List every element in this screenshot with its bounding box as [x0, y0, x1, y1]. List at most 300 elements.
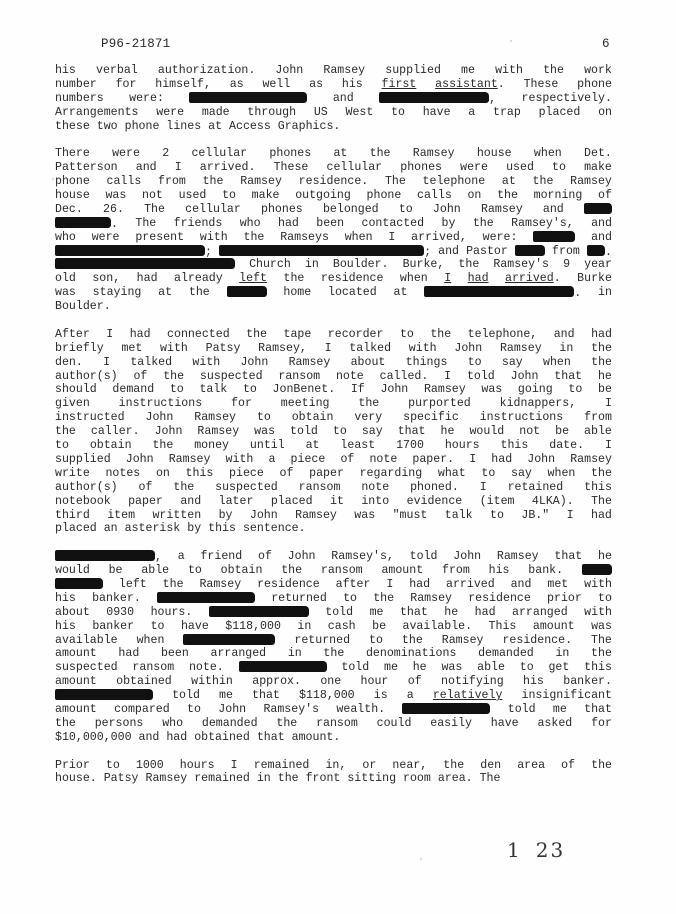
word: I — [324, 341, 332, 355]
word: write — [55, 466, 90, 480]
word: the — [358, 397, 380, 411]
word: Patterson — [55, 161, 118, 175]
word: two — [96, 119, 118, 133]
word: what — [437, 466, 466, 480]
word: at — [393, 286, 408, 300]
word: These — [523, 77, 559, 91]
text-line — [55, 634, 612, 648]
text-line — [55, 342, 612, 356]
text-line — [55, 189, 612, 203]
word: evidence — [406, 494, 463, 508]
word: year — [584, 258, 612, 272]
word: remained — [253, 758, 310, 772]
word: told — [507, 702, 536, 716]
word: talk — [444, 508, 473, 522]
word: himself, — [155, 77, 211, 91]
word: to — [467, 355, 482, 369]
text-line — [55, 106, 612, 120]
redaction-block — [587, 245, 605, 256]
word: phones — [261, 202, 303, 216]
text-line — [55, 425, 612, 439]
word: Ramsey's, — [511, 216, 574, 230]
word: ransom — [320, 564, 363, 578]
word: to — [552, 161, 566, 175]
word: Ramsey — [410, 591, 453, 605]
word: 26. — [103, 202, 124, 216]
word: I — [388, 230, 396, 244]
word: until — [249, 439, 285, 453]
word: 1700 — [396, 439, 424, 453]
word: I — [566, 508, 574, 522]
word — [582, 564, 612, 578]
word: phones — [269, 147, 312, 161]
word: is — [373, 689, 388, 703]
word: of — [133, 369, 148, 383]
word: Ramsey — [194, 411, 236, 425]
word: Ramsey — [168, 452, 211, 466]
text-line — [55, 620, 612, 634]
word: Ramsey — [480, 202, 523, 216]
word: trap — [493, 105, 521, 119]
word: told — [172, 689, 200, 703]
word: to — [332, 425, 347, 439]
word: Ramsey's — [263, 702, 320, 716]
word: ransom — [132, 661, 175, 675]
word: residence — [257, 577, 320, 591]
word: US — [313, 105, 328, 119]
word: who — [162, 716, 184, 730]
document-body — [55, 64, 612, 800]
word: by — [441, 216, 456, 230]
word: in, — [325, 758, 347, 772]
word: of — [597, 189, 612, 203]
word: when — [533, 147, 562, 161]
word: the — [243, 230, 265, 244]
bates-stamp-number: 23 — [535, 838, 566, 862]
redaction-block — [239, 661, 327, 672]
word: or — [362, 758, 377, 772]
word — [227, 286, 267, 300]
word: have — [490, 716, 519, 730]
word: he — [444, 605, 459, 619]
word: amount. — [291, 730, 341, 744]
word: that — [554, 550, 583, 564]
text-line — [55, 78, 612, 92]
word: area. — [437, 772, 473, 786]
redaction-block — [424, 286, 574, 297]
word: with — [584, 605, 612, 619]
word: with — [408, 341, 437, 355]
word: calls — [106, 175, 142, 189]
text-line — [55, 550, 612, 564]
word: notebook — [55, 494, 111, 508]
word: staying — [92, 286, 142, 300]
word: retained — [507, 480, 564, 494]
word: me — [219, 689, 233, 703]
word: cellular — [191, 147, 248, 161]
text-line — [55, 203, 612, 217]
word: say — [501, 355, 523, 369]
word: me — [384, 661, 398, 675]
word: "must — [392, 508, 428, 522]
word: Boulder. — [332, 258, 389, 272]
word: and — [138, 730, 160, 744]
word: obtained — [194, 730, 250, 744]
word: recorder — [327, 327, 384, 341]
word: John — [218, 702, 247, 716]
redaction-block — [209, 606, 309, 617]
word: be — [597, 383, 612, 397]
word: by — [218, 508, 233, 522]
word: 4LKA). — [531, 494, 574, 508]
word: amount — [532, 619, 575, 633]
word: could — [376, 716, 412, 730]
word: Ramsey — [295, 508, 337, 522]
word: from — [158, 175, 186, 189]
word: Boulder. — [55, 300, 111, 314]
word: this — [208, 522, 236, 536]
text-line — [55, 217, 612, 231]
word: this — [584, 661, 612, 675]
word: left — [118, 577, 147, 591]
word: in — [597, 286, 612, 300]
word: to — [343, 591, 357, 605]
word: hour — [360, 675, 389, 689]
word: this — [500, 439, 529, 453]
word: briefly — [55, 341, 104, 355]
word: cash — [327, 619, 356, 633]
word: for — [591, 716, 612, 730]
word — [209, 606, 309, 620]
word: There — [55, 147, 90, 161]
word: The — [384, 175, 406, 189]
word: in — [297, 619, 312, 633]
word: suspected — [199, 369, 263, 383]
word: when — [547, 466, 576, 480]
word: a — [468, 105, 476, 119]
word: to — [55, 439, 69, 453]
text-line — [55, 495, 612, 509]
word: make — [584, 161, 612, 175]
word: near, — [392, 758, 428, 772]
word: arrived. — [199, 161, 256, 175]
word: were: — [482, 230, 518, 244]
word: were — [156, 105, 185, 119]
word: and — [591, 216, 612, 230]
word: that — [256, 730, 285, 744]
word: told — [341, 661, 370, 675]
word: piece — [290, 452, 326, 466]
word: Patsy — [205, 341, 241, 355]
word: sitting — [347, 772, 397, 786]
text-line — [55, 175, 612, 189]
redaction-block — [219, 245, 424, 256]
text-line — [55, 92, 612, 106]
word: for — [115, 77, 137, 91]
word: phoned. — [410, 480, 459, 494]
word: date. — [549, 439, 585, 453]
word: have — [422, 105, 451, 119]
word: get — [548, 661, 570, 675]
word: to — [150, 619, 165, 633]
word: $118,000 — [298, 689, 355, 703]
bates-stamp — [507, 838, 565, 862]
word: on — [155, 466, 170, 480]
word: I — [230, 758, 238, 772]
word: had — [129, 327, 151, 341]
word: the — [591, 758, 612, 772]
redaction-block — [157, 592, 255, 603]
word: the — [281, 564, 303, 578]
text-line — [55, 606, 612, 620]
word: I — [444, 272, 452, 286]
word: ; — [55, 245, 212, 259]
word: Burke — [577, 272, 612, 286]
word: Graphics. — [277, 119, 341, 133]
word: of — [279, 466, 294, 480]
word: was — [354, 508, 376, 522]
word: phone — [124, 119, 160, 133]
word: used — [506, 161, 534, 175]
word: Ramsey — [441, 633, 484, 647]
word: that — [399, 605, 428, 619]
word: into — [361, 494, 390, 508]
word: son, — [92, 272, 121, 286]
text-line — [55, 356, 612, 370]
text-line — [55, 522, 612, 536]
word: easily — [430, 716, 472, 730]
word: placed — [55, 522, 97, 536]
word: area — [517, 758, 546, 772]
word: Ramsey — [496, 550, 539, 564]
word: connected — [167, 327, 230, 341]
word: the — [55, 716, 76, 730]
word: hours — [444, 439, 480, 453]
word: that — [397, 425, 426, 439]
text-line — [55, 258, 612, 272]
word: this — [185, 466, 214, 480]
word: Ramsey — [240, 175, 282, 189]
word: in — [555, 647, 570, 661]
text-line — [55, 578, 612, 592]
word: residence — [468, 591, 531, 605]
paragraph-p3 — [55, 328, 612, 536]
word — [189, 92, 307, 106]
word: to — [481, 466, 496, 480]
word: to — [256, 411, 271, 425]
redaction-block — [379, 92, 489, 103]
word: (item — [479, 494, 515, 508]
word: calls — [417, 189, 452, 203]
word: met — [547, 577, 569, 591]
word: arranged — [512, 605, 568, 619]
word: banker — [92, 619, 135, 633]
word: relatively — [432, 689, 503, 703]
word: the — [202, 175, 224, 189]
word: These — [273, 161, 309, 175]
word: who — [239, 216, 261, 230]
word: the — [369, 147, 391, 161]
word: note — [361, 480, 390, 494]
word: obtain — [291, 411, 334, 425]
word: able — [477, 661, 505, 675]
word: The — [479, 772, 501, 786]
word: able — [584, 425, 612, 439]
word: $118,000 — [225, 619, 281, 633]
word: house — [476, 147, 512, 161]
word: 2 — [162, 147, 170, 161]
word: Ramsey — [197, 425, 240, 439]
word: of — [340, 452, 355, 466]
word: the — [430, 327, 452, 341]
word: John — [154, 425, 183, 439]
word: available — [55, 633, 118, 647]
word: asterisk — [124, 522, 181, 536]
word — [55, 258, 235, 272]
word: be — [108, 564, 123, 578]
word: used — [178, 189, 207, 203]
word: hours. — [150, 605, 193, 619]
word: as — [229, 77, 244, 91]
word: present — [135, 230, 185, 244]
word: The — [135, 216, 157, 230]
word: The — [591, 494, 612, 508]
word: verbal — [96, 64, 138, 77]
word: least — [340, 439, 376, 453]
case-number: P96-21871 — [101, 37, 171, 51]
word: hours — [179, 758, 215, 772]
word: to — [391, 105, 405, 119]
text-line — [55, 759, 612, 773]
word: authorization. — [157, 64, 256, 77]
word: kidnappers, — [499, 397, 577, 411]
word: phones — [400, 161, 443, 175]
word: a — [177, 550, 185, 564]
word: the — [591, 647, 612, 661]
scan-speck — [420, 858, 422, 860]
word: the — [277, 772, 299, 786]
word: specific — [403, 411, 459, 425]
word: Dec. — [55, 202, 83, 216]
word: author(s) — [55, 369, 118, 383]
word: friend — [200, 550, 243, 564]
word: notifying — [441, 675, 504, 689]
word: from — [584, 411, 612, 425]
word: wealth. — [336, 702, 386, 716]
word: the — [472, 216, 494, 230]
word: the — [373, 591, 395, 605]
word: amount — [381, 564, 424, 578]
word: outgoing — [295, 189, 351, 203]
word: arrived — [445, 577, 495, 591]
word: the — [591, 341, 612, 355]
word: Burke, — [402, 258, 445, 272]
word: told — [466, 369, 495, 383]
word: amount — [55, 675, 97, 689]
word: ; — [219, 245, 431, 259]
word: instructed — [55, 411, 125, 425]
word: author(s) — [55, 480, 118, 494]
word: belonged — [322, 202, 379, 216]
word: with — [160, 341, 188, 355]
text-line — [55, 300, 612, 314]
word: later — [218, 494, 254, 508]
text-line — [55, 675, 612, 689]
word: say — [361, 425, 383, 439]
word: the — [401, 633, 423, 647]
word — [183, 634, 275, 648]
word: to — [399, 327, 414, 341]
text-line — [55, 661, 612, 675]
word: After — [55, 327, 90, 341]
text-line — [55, 272, 612, 286]
word: and — [135, 161, 157, 175]
word: about — [350, 355, 386, 369]
word: this — [584, 480, 612, 494]
word: John — [510, 369, 539, 383]
word: as — [309, 77, 324, 91]
word: persons — [94, 716, 144, 730]
word: front — [305, 772, 341, 786]
word: his — [55, 64, 76, 77]
scan-speck — [510, 40, 512, 42]
word: John — [125, 452, 154, 466]
redaction-block — [55, 217, 111, 228]
text-line — [55, 467, 612, 481]
word: was — [105, 189, 127, 203]
word: were: — [129, 91, 164, 105]
word: Access — [229, 119, 271, 133]
word: say — [510, 466, 532, 480]
word: with — [495, 64, 523, 77]
word: Ramsey — [570, 175, 612, 189]
word: JonBenet. — [272, 383, 336, 397]
word: at — [305, 439, 320, 453]
word: the — [497, 189, 518, 203]
word: meeting — [280, 397, 330, 411]
word: and — [180, 494, 202, 508]
word: called. — [379, 369, 429, 383]
word: regarding — [359, 466, 423, 480]
word: should — [55, 383, 97, 397]
word: left — [239, 272, 268, 286]
word: I — [469, 452, 477, 466]
word: and — [542, 202, 564, 216]
word: at — [208, 119, 223, 133]
word: he — [412, 661, 427, 675]
word: it — [330, 494, 344, 508]
word: of — [138, 480, 153, 494]
text-line — [55, 383, 612, 397]
word: residence. — [502, 633, 573, 647]
word: he — [440, 425, 455, 439]
word: Ramsey — [288, 355, 331, 369]
word: was — [591, 619, 612, 633]
word: an — [103, 522, 118, 536]
word: obtained — [116, 675, 172, 689]
word: about — [55, 605, 90, 619]
word: John — [527, 452, 556, 466]
word: with — [192, 355, 221, 369]
word: be — [372, 619, 387, 633]
word: caller. — [90, 425, 140, 439]
word: If — [350, 383, 365, 397]
paragraph-p4 — [55, 550, 612, 744]
word: telephone, — [467, 327, 538, 341]
word: and — [510, 577, 532, 591]
word: arrived. — [505, 272, 561, 286]
word: to — [105, 758, 120, 772]
